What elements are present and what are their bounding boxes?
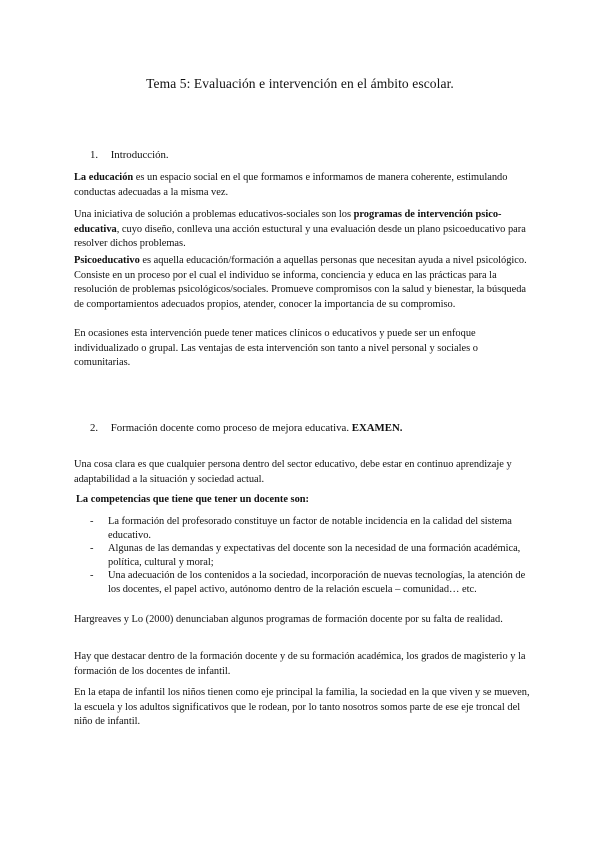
paragraph-programas-start: Una iniciativa de solución a problemas educativos-sociales son los [74,209,354,220]
bullet-dash: - [90,570,94,582]
section-1-heading-text: Introducción. [110,149,169,161]
paragraph-educacion [74,171,536,200]
document-title: Tema 5: Evaluación e intervención en el ámbito escolar. [146,76,454,91]
paragraph-psicoeducativo-text: es aquella educación/formación a aquellas personas que necesitan ayuda a nivel psicológico. Consiste en un proceso por el cual el individuo se informa, conciencia y educa en las prácticas para la resolución de problemas psicológicos/sociales. Promueve compromisos con la salud y bienestar, la búsqueda de comportamientos adecuados propios, atender, conocer la importancia de su compromiso. [74,255,527,310]
paragraph-hargreaves: Hargreaves y Lo (2000) denunciaban algunos programas de formación docente por su falta de realidad. [74,614,503,625]
paragraph-aprendizaje: Una cosa clara es que cualquier persona dentro del sector educativo, debe estar en continuo aprendizaje y adaptabilidad a la situación y sociedad actual. [74,459,512,485]
section-2-number: 2. [90,422,99,434]
paragraph-infantil: En la etapa de infantil los niños tienen como eje principal la familia, la sociedad en la que viven y se mueven, la escuela y los adultos significativos que le rodean, por lo tanto nosotros somos parte de ese eje troncal del niño de infantil. [74,687,530,728]
list-item-text: Una adecuación de los contenidos a la sociedad, incorporación de nuevas tecnologías, la atención de los docentes, el papel activo, autónomo dentro de la relación escuela – comunidad… etc. [108,570,526,595]
list-item-text: La formación del profesorado constituye un factor de notable incidencia en la calidad del sistema educativo. [108,516,512,541]
list-item [90,569,530,596]
list-item-text: Algunas de las demandas y expectativas del docente son la necesidad de una formación académica, política, cultural y moral; [108,543,521,568]
exam-label: EXAMEN. [351,422,403,434]
paragraph-programas-text: , cuyo diseño, conlleva una acción estuctural y una evaluación desde un plano psicoeducativo para resolver dichos problemas. [74,223,526,250]
list-item [90,542,530,569]
paragraph-ocasiones: En ocasiones esta intervención puede tener matices clínicos o educativos y puede ser un enfoque individualizado o grupal. Las ventajas de esta intervención son tanto a nivel personal y sociales o comunitarias. [74,328,478,369]
term-educacion: La educación [74,172,134,183]
list-item [90,515,530,542]
paragraph-magisterio: Hay que destacar dentro de la formación docente y de su formación académica, los grados de magisterio y la formación de los docentes de infantil. [74,651,526,677]
bullet-dash: - [90,516,94,527]
competencias-list [90,515,530,597]
section-1-number: 1. [90,149,99,161]
paragraph-educacion-text: es un espacio social en el que formamos e informamos de manera coherente, estimulando conductas adecuadas a la misma vez. [74,172,508,198]
section-1-heading [90,149,169,161]
bullet-dash: - [90,543,94,555]
competencias-heading: La competencias que tiene que tener un docente son: [76,494,310,505]
section-2-heading-text: Formación docente como proceso de mejora educativa. [110,422,352,434]
term-programas: programas de intervención psico-educativa [74,209,502,235]
section-2-heading [90,422,402,434]
term-psicoeducativo: Psicoeducativo [74,255,140,266]
paragraph-psicoeducativo [74,254,536,312]
paragraph-programas [74,208,536,252]
